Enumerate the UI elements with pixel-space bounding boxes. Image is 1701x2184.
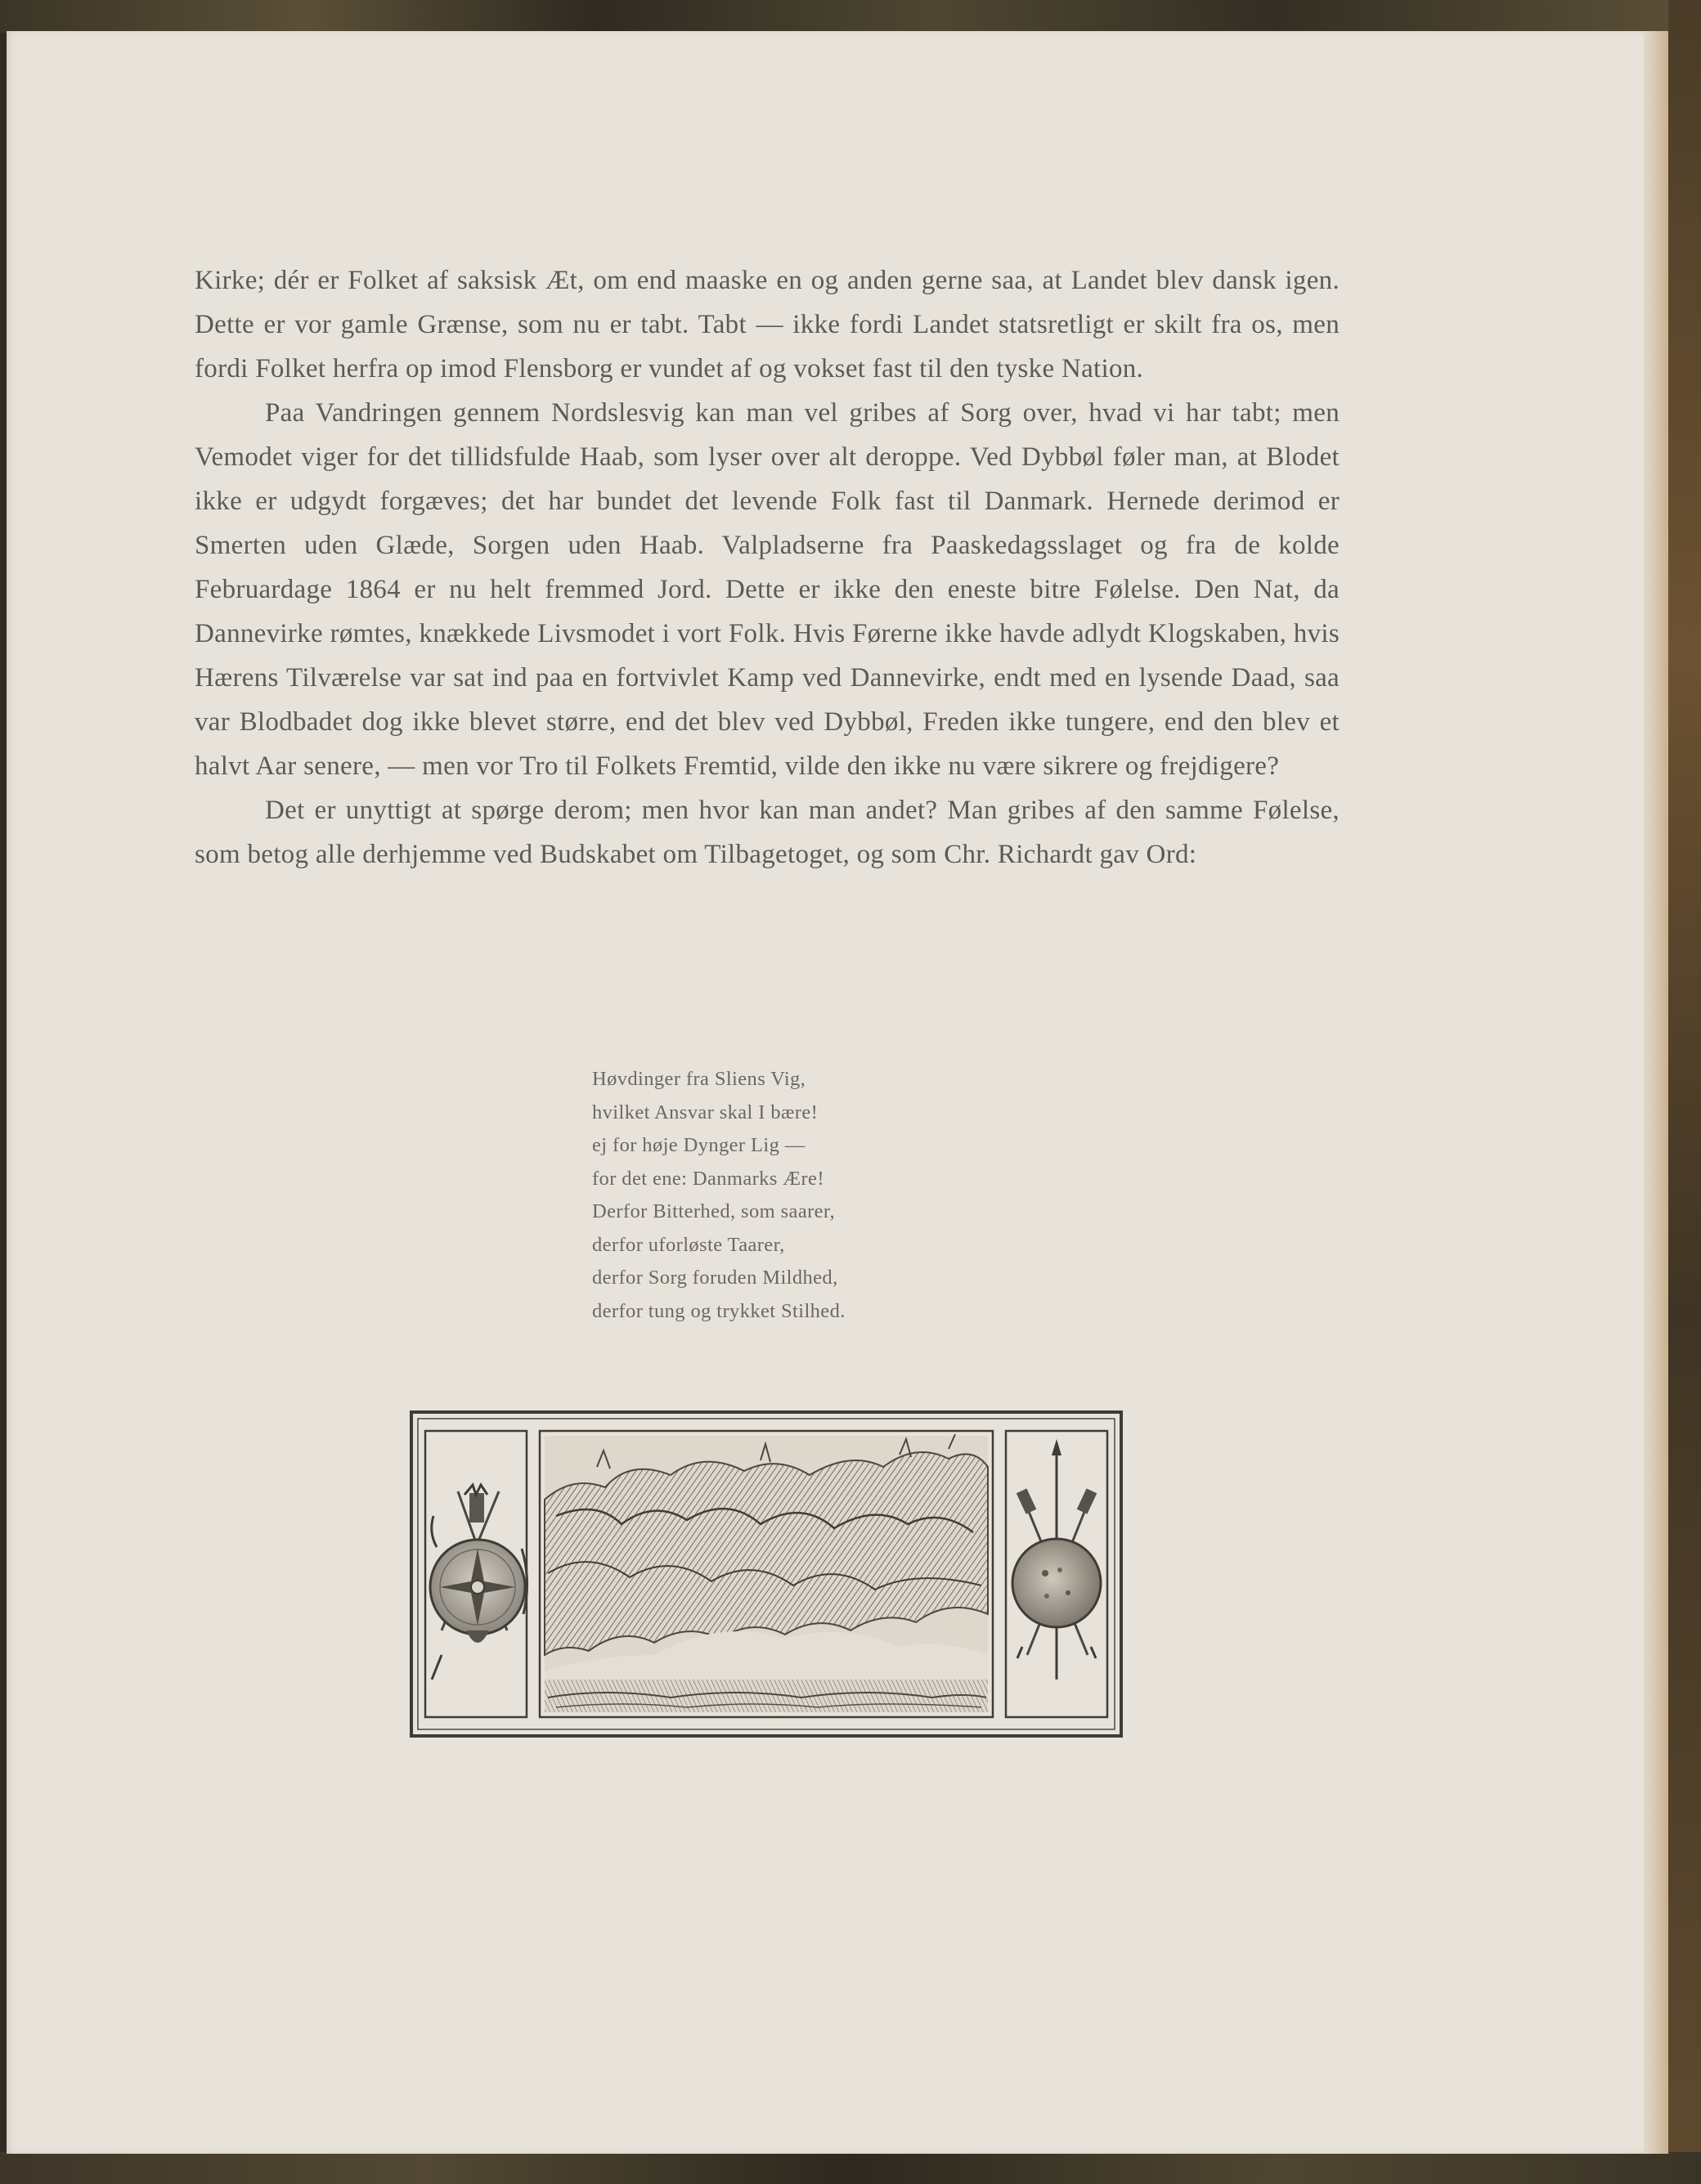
book-cover-bottom-edge: [0, 2152, 1701, 2184]
poem-line: ej for høje Dynger Lig —: [592, 1134, 806, 1156]
book-cover-top-edge: [0, 0, 1701, 33]
poem-line: derfor uforløste Taarer,: [592, 1233, 785, 1256]
poem-line: for det ene: Danmarks Ære!: [592, 1167, 824, 1190]
poem-line: derfor tung og trykket Stilhed.: [592, 1299, 846, 1322]
poem-line: Derfor Bitterhed, som saarer,: [592, 1200, 836, 1222]
poem-quote: [592, 1063, 846, 1328]
paragraph-3: Det er unyttigt at spørge derom; men hvor kan man andet? Man gribes af den samme Følelse, som betog alle derhjemme ved Budskabet om Tilbagetoget, og som Chr. Richardt gav Ord:: [195, 796, 1340, 869]
paragraph-2: Paa Vandringen gennem Nordslesvig kan man vel gribes af Sorg over, hvad vi har tabt; men Vemodet viger for det tillidsfulde Haab, som lyser over alt deroppe. Ved Dybbøl føler man, at Blodet ikke er udgydt forgæves; det har bundet det levende Folk fast til Danmark. Hernede derimod er Smerten uden Glæde, Sorgen uden Haab. Valpladserne fra Paaskedagsslaget og fra de kolde Februardage 1864 er nu helt fremmed Jord. Dette er ikke den eneste bitre Følelse. Den Nat, da Dannevirke rømtes, knækkede Livsmodet i vort Folk. Hvis Førerne ikke havde adlydt Klogskaben, hvis Hærens Tilværelse var sat ind paa en fortvivlet Kamp ved Dannevirke, endt med en lysende Daad, saa var Blodbadet dog ikke blevet større, end det blev ved Dybbøl, Freden ikke tungere, end den blev et halvt Aar senere, — men vor Tro til Folkets Fremtid, vilde den ikke nu være sikrere og frejdigere?: [195, 398, 1340, 781]
poem-line: derfor Sorg foruden Mildhed,: [592, 1267, 838, 1289]
page-edge-shadow: [1644, 31, 1668, 2154]
paragraph-1: Kirke; dér er Folket af saksisk Æt, om end maaske en og anden gerne saa, at Landet blev dansk igen. Dette er vor gamle Grænse, som nu er tabt. Tabt — ikke fordi Landet statsretligt er skilt fra os, men fordi Folket herfra op imod Flensborg er vundet af og vokset fast til den tyske Nation.: [195, 266, 1340, 383]
poem-line: Høvdinger fra Sliens Vig,: [592, 1068, 806, 1090]
body-text: [195, 258, 1340, 877]
poem-line: hvilket Ansvar skal I bære!: [592, 1101, 819, 1123]
book-cover-right-edge: [1668, 0, 1701, 2184]
decorative-vignette-illustration: [409, 1410, 1124, 1738]
landscape-engraving: [540, 1431, 993, 1717]
